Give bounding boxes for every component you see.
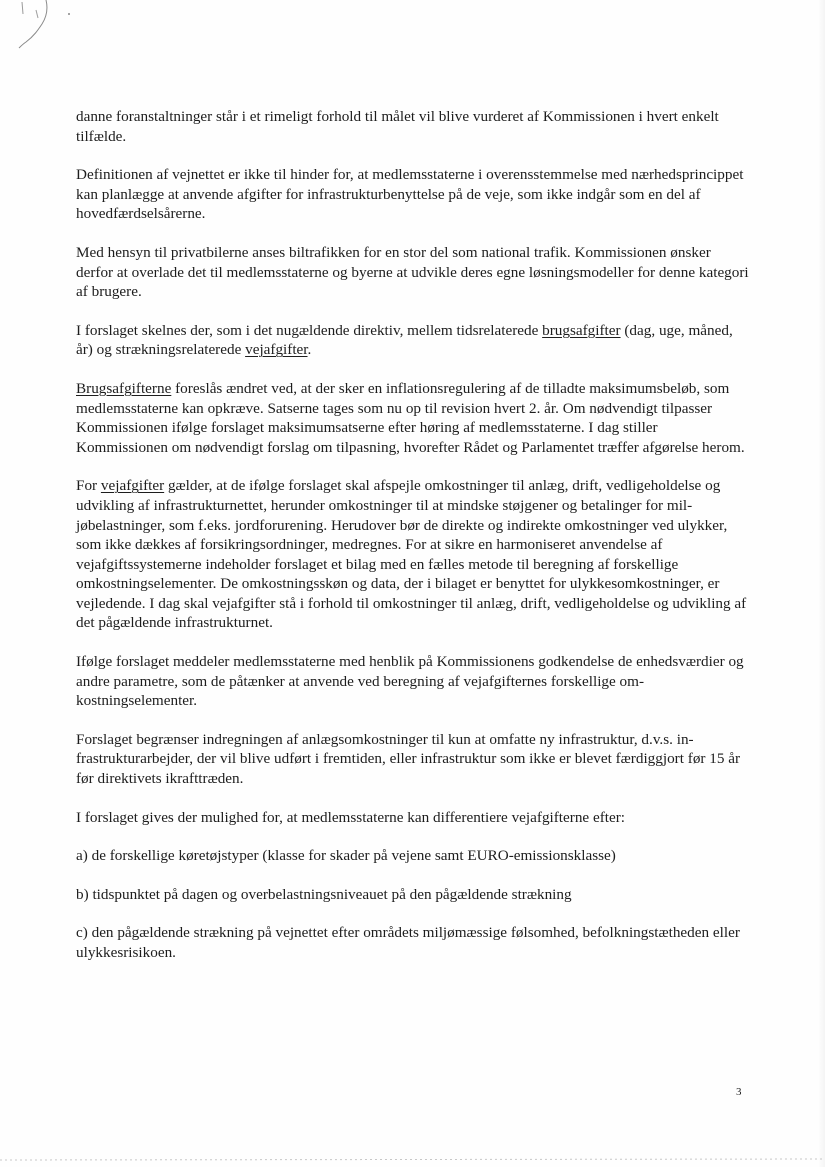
paragraph-text: c) den pågældende strækning på vejnettet efter områdets miljømæssige følsomhed, befolkningstætheden eller ulykkesrisikoen.	[76, 924, 740, 961]
paragraph-text: foreslås ændret ved, at der sker en inflationsregulering af de tilladte maksimumsbeløb, som medlemsstaterne kan opkræve. Satserne tages som nu op til revision hvert 2. år. Om nødvendigt tilpasser Kommissionen ifølge forslaget maksimumsatserne efter høring af medlemsstaterne. I dag stiller Kommissionen om nødvendigt forslag om tilpasning, hvorefter Rådet og Parlamentet træffer afgørelse herom.	[76, 379, 745, 456]
paragraph-text: danne foranstaltninger står i et rimeligt forhold til målet vil blive vurderet af Kommissionen i hvert enkelt tilfælde.	[76, 108, 719, 145]
paragraph-text: Med hensyn til privatbilerne anses biltrafikken for en stor del som national trafik. Kommissionen ønsker derfor at overlade det til medlemsstaterne og byerne at udvikle deres egne løsningsmodeller for denne kategori af brugere.	[76, 243, 749, 301]
paragraph	[76, 808, 751, 828]
document-body	[76, 107, 751, 982]
underlined-term: Brugsafgifterne	[76, 379, 172, 397]
page-number: 3	[736, 1086, 742, 1098]
page-bottom-edge	[0, 1158, 825, 1167]
underlined-term: brugsafgifter	[542, 321, 621, 339]
paragraph	[76, 165, 751, 224]
paragraph-text: .	[307, 341, 312, 359]
margin-scribble-icon	[12, 0, 82, 60]
paragraph-text: gælder, at de ifølge forslaget skal afspejle omkostninger til anlæg, drift, vedligeholdelse og udvikling af infrastrukturnettet, herunder omkostninger til at mindske støjgener og betalinger for miljøbelastninger, som f.eks. jordforurening. Herudover bør de direkte og indirekte omkostninger ved ulykker, som ikke dækkes af forsikringsordninger, medregnes. For at sikre en harmoniseret anvendelse af vejafgiftssystemerne indeholder forslaget et bilag med en fælles metode til beregning af forskellige omkostningselementer. De omkostningsskøn og data, der i bilaget er benyttet for ulykkesomkostninger, er vejledende. I dag skal vejafgifter stå i forhold til omkostninger til anlæg, drift, vedligeholdelse og udvikling af det pågældende infrastrukturnet.	[76, 477, 747, 632]
paragraph-text: Definitionen af vejnettet er ikke til hinder for, at medlemsstaterne i overensstemmelse med nærhedsprincippet kan planlægge at anvende afgifter for infrastrukturbenyttelse på de veje, som ikke indgår som en del af hovedfærdselsårerne.	[76, 166, 744, 223]
paragraph	[76, 476, 751, 633]
paragraph-text: b) tidspunktet på dagen og overbelastningsniveauet på den pågældende strækning	[76, 885, 572, 903]
paragraph-text: I forslaget skelnes der, som i det nugældende direktiv, mellem tidsrelaterede	[76, 321, 543, 339]
paragraph	[76, 652, 751, 711]
paragraph	[76, 846, 751, 866]
paragraph	[76, 730, 751, 789]
paragraph	[76, 321, 751, 360]
underlined-term: vejafgifter	[100, 477, 165, 495]
paragraph	[76, 243, 751, 302]
paragraph	[76, 885, 751, 905]
paragraph-text: Forslaget begrænser indregningen af anlægsomkostninger til kun at omfatte ny infrastruktur, d.v.s. infrastrukturarbejder, der vil blive udført i fremtiden, eller infrastruktur som ikke er blevet færdiggjort før 15 år før direktivets ikrafttræden.	[76, 730, 741, 788]
underlined-term: vejafgifter	[245, 341, 308, 359]
paragraph-text: Ifølge forslaget meddeler medlemsstaterne med henblik på Kommissionens godkendelse de enhedsværdier og andre parametre, som de påtænker at anvende ved beregning af vejafgifternes forskellige omkostningselementer.	[76, 653, 744, 710]
paragraph-text: For	[76, 477, 101, 495]
paragraph	[76, 379, 751, 457]
page-right-edge	[818, 0, 825, 1167]
paragraph-text: I forslaget gives der mulighed for, at medlemsstaterne kan differentiere vejafgifterne efter:	[76, 808, 625, 826]
paragraph-text: (dag, uge, måned, år) og strækningsrelaterede	[76, 321, 733, 359]
paragraph	[76, 107, 751, 146]
paragraph-text: a) de forskellige køretøjstyper (klasse for skader på vejene samt EURO-emissionsklasse)	[76, 847, 616, 865]
paragraph	[76, 923, 751, 962]
